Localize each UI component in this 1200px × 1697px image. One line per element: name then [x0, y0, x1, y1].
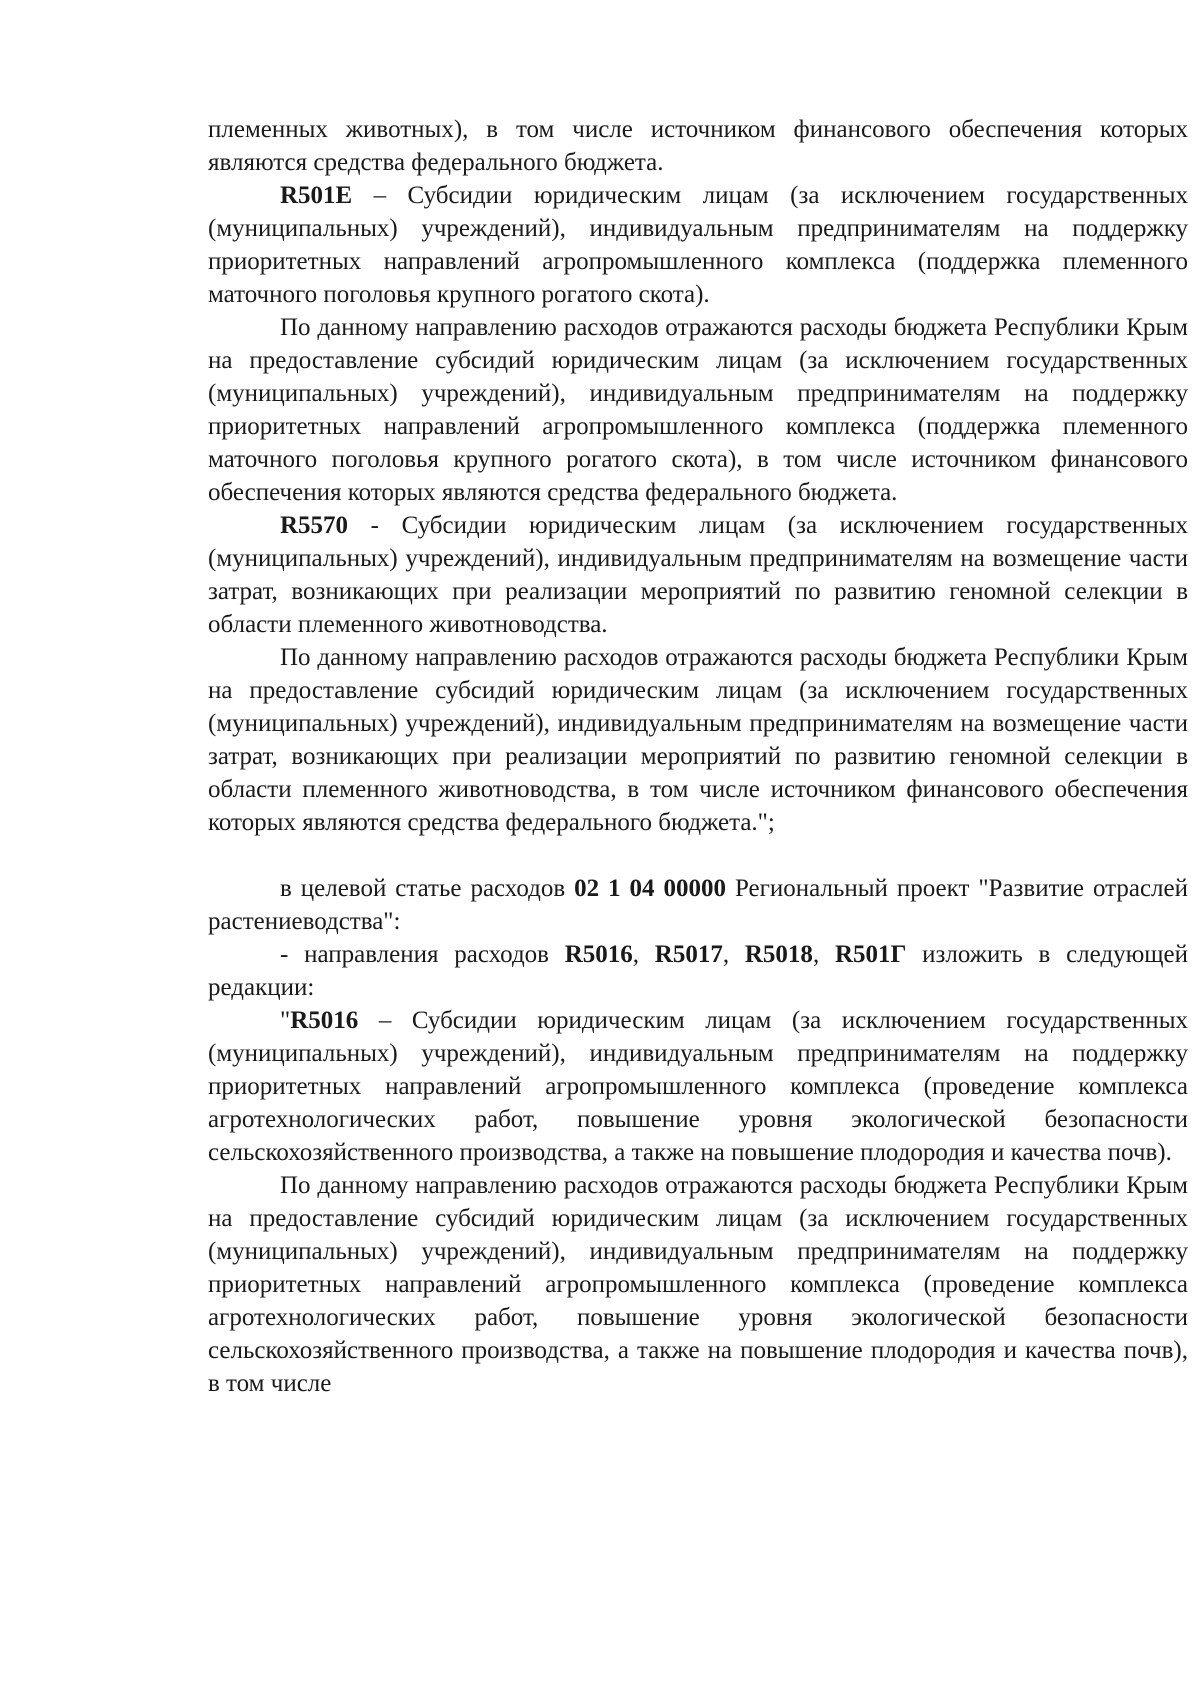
paragraph-prefix: ": [280, 1007, 291, 1034]
paragraph-text: племенных животных), в том числе источником финансового обеспечения которых являются средства федерального бюджета.: [208, 116, 1188, 176]
paragraph-r5570: [208, 509, 1188, 641]
paragraph-target-article: [208, 872, 1188, 938]
expense-code: R5016: [564, 941, 633, 968]
paragraph-gap: [208, 839, 1188, 872]
paragraph-text: По данному направлению расходов отражаются расходы бюджета Республики Крым на предоставление субсидий юридическим лицам (за исключением государственных (муниципальных) учреждений), индивидуальным предпринимателям на поддержку приоритетных направлений агропромышленного комплекса (поддержка племенного маточного поголовья крупного рогатого скота), в том числе источником финансового обеспечения которых являются средства федерального бюджета.: [208, 314, 1188, 506]
expense-code: R5018: [744, 941, 813, 968]
paragraph-directions-list: [208, 938, 1188, 1004]
paragraph-r5016: [208, 1004, 1188, 1169]
paragraph-text: По данному направлению расходов отражаются расходы бюджета Республики Крым на предоставление субсидий юридическим лицам (за исключением государственных (муниципальных) учреждений), индивидуальным предпринимателям на возмещение части затрат, возникающих при реализации мероприятий по развитию геномной селекции в области племенного животноводства, в том числе источником финансового обеспечения которых являются средства федерального бюджета.";: [208, 644, 1188, 836]
paragraph-text: По данному направлению расходов отражаются расходы бюджета Республики Крым на предоставление субсидий юридическим лицам (за исключением государственных (муниципальных) учреждений), индивидуальным предпринимателям на поддержку приоритетных направлений агропромышленного комплекса (проведение комплекса агротехнологических работ, повышение уровня экологической безопасности сельскохозяйственного производства, а также на повышение плодородия и качества почв), в том числе: [208, 1172, 1188, 1397]
paragraph-r5016-description: [208, 1169, 1188, 1400]
paragraph-text: – Субсидии юридическим лицам (за исключением государственных (муниципальных) учреждений), индивидуальным предпринимателям на поддержку приоритетных направлений агропромышленного комплекса (поддержка племенного маточного поголовья крупного рогатого скота).: [208, 182, 1188, 308]
paragraph-r501e-description: [208, 311, 1188, 509]
paragraph-prefix: - направления расходов: [280, 941, 565, 968]
expense-code: R5016: [290, 1007, 359, 1034]
expense-code: R501Г: [834, 941, 907, 968]
paragraph-text: - Субсидии юридическим лицам (за исключением государственных (муниципальных) учреждений), индивидуальным предпринимателям на возмещение части затрат, возникающих при реализации мероприятий по развитию геномной селекции в области племенного животноводства.: [208, 512, 1188, 638]
expense-code: R501E: [280, 182, 353, 209]
expense-code: R5017: [654, 941, 723, 968]
paragraph-prefix: в целевой статье расходов: [280, 875, 575, 902]
expense-code: R5570: [280, 512, 349, 539]
target-article-code: 02 1 04 00000: [574, 875, 727, 902]
separator: ,: [812, 941, 835, 968]
paragraph-r5570-description: [208, 641, 1188, 839]
separator: ,: [632, 941, 655, 968]
paragraph-text: Региональный проект "Развитие отраслей растениеводства":: [208, 875, 1189, 935]
document-page: [208, 113, 1188, 1400]
separator: ,: [722, 941, 745, 968]
paragraph-continuation: [208, 113, 1188, 179]
paragraph-text: изложить в следующей редакции:: [208, 941, 1189, 1001]
paragraph-text: – Субсидии юридическим лицам (за исключением государственных (муниципальных) учреждений), индивидуальным предпринимателям на поддержку приоритетных направлений агропромышленного комплекса (проведение комплекса агротехнологических работ, повышение уровня экологической безопасности сельскохозяйственного производства, а также на повышение плодородия и качества почв).: [208, 1007, 1188, 1166]
paragraph-r501e: [208, 179, 1188, 311]
